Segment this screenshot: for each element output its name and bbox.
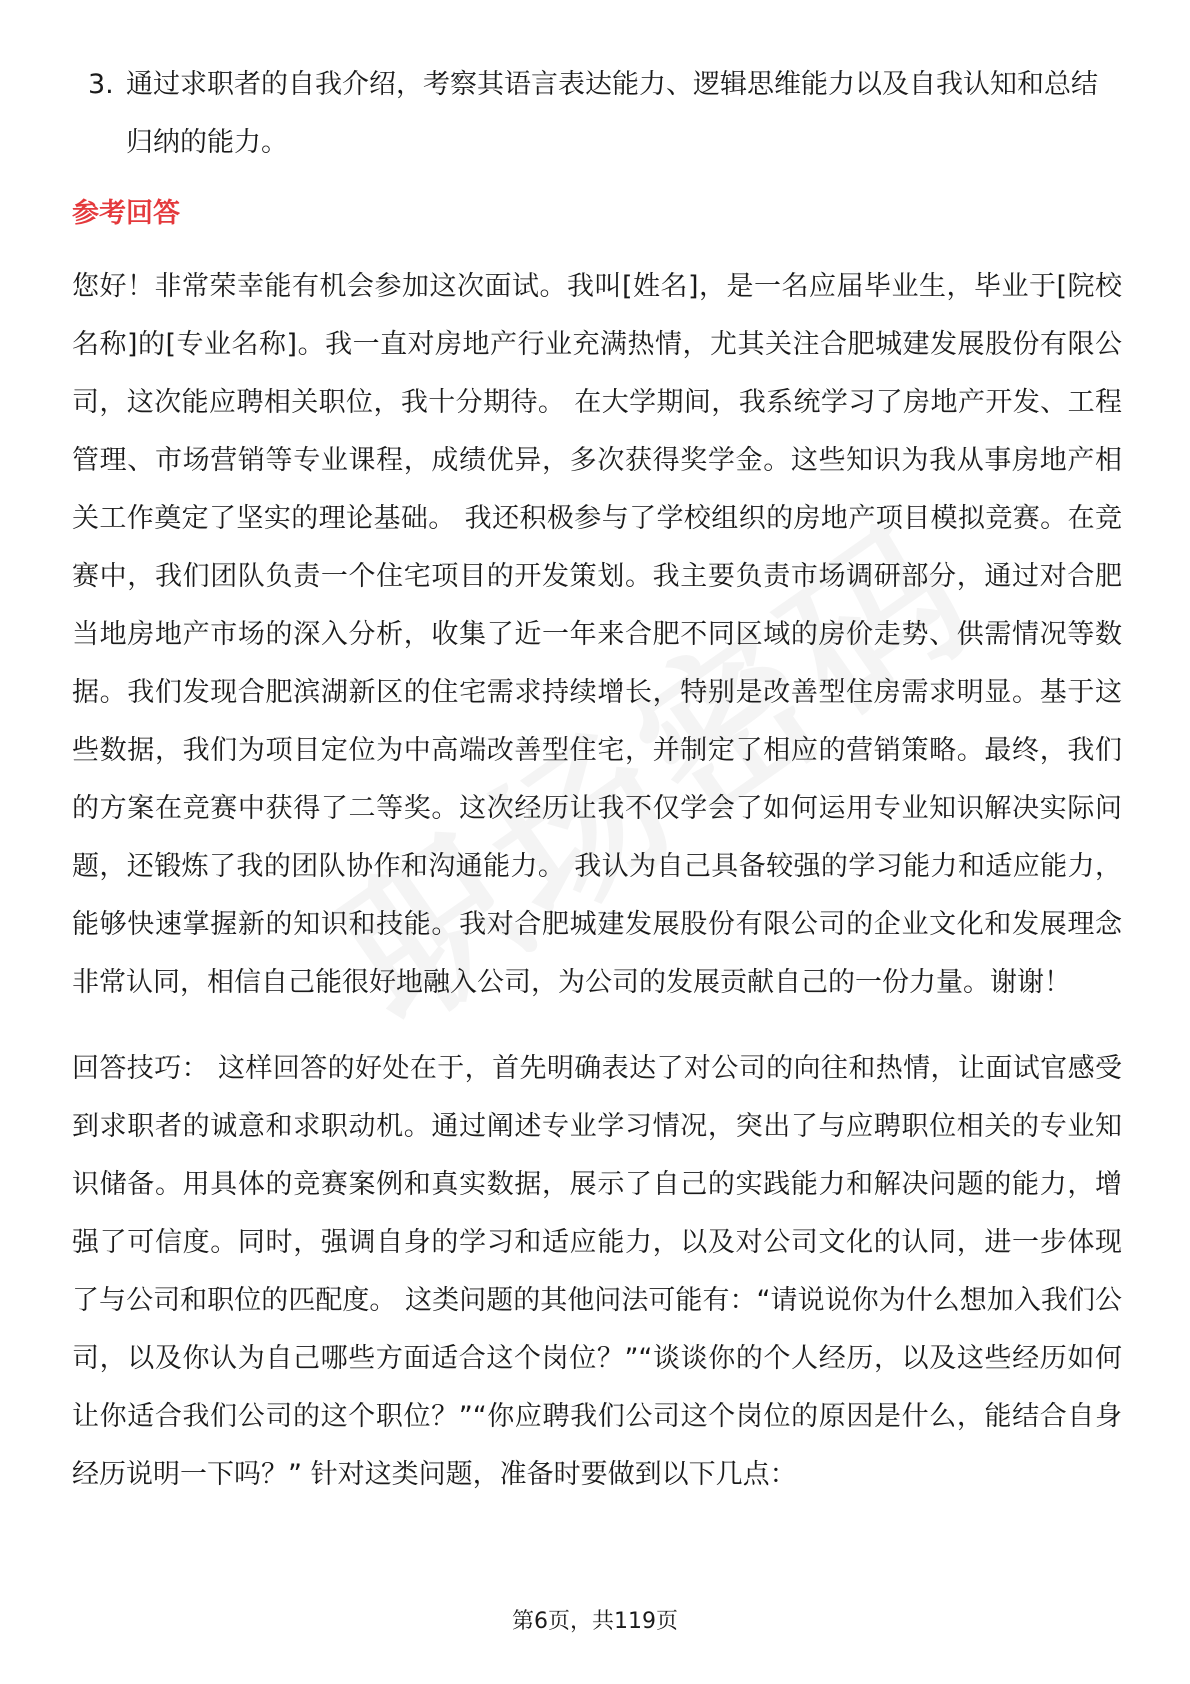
list-item	[72, 56, 1122, 172]
list-item-number: 3.	[88, 69, 114, 100]
list-item-text: 通过求职者的自我介绍，考察其语言表达能力、逻辑思维能力以及自我认知和总结归纳的能力。	[126, 69, 1098, 158]
page-footer: 第6页，共119页	[512, 1609, 678, 1634]
answer-paragraph: 您好！非常荣幸能有机会参加这次面试。我叫[姓名]，是一名应届毕业生，毕业于[院校名称]的[专业名称]。我一直对房地产行业充满热情，尤其关注合肥城建发展股份有限公司，这次能应聘相关职位，我十分期待。 在大学期间，我系统学习了房地产开发、工程管理、市场营销等专业课程，成绩优异，多次获得奖学金。这些知识为我从事房地产相关工作奠定了坚实的理论基础。 我还积极参与了学校组织的房地产项目模拟竞赛。在竞赛中，我们团队负责一个住宅项目的开发策划。我主要负责市场调研部分，通过对合肥当地房地产市场的深入分析，收集了近一年来合肥不同区域的房价走势、供需情况等数据。我们发现合肥滨湖新区的住宅需求持续增长，特别是改善型住房需求明显。基于这些数据，我们为项目定位为中高端改善型住宅，并制定了相应的营销策略。最终，我们的方案在竞赛中获得了二等奖。这次经历让我不仅学会了如何运用专业知识解决实际问题，还锻炼了我的团队协作和沟通能力。 我认为自己具备较强的学习能力和适应能力，能够快速掌握新的知识和技能。我对合肥城建发展股份有限公司的企业文化和发展理念非常认同，相信自己能很好地融入公司，为公司的发展贡献自己的一份力量。谢谢！	[72, 271, 1122, 998]
tips-paragraph: 回答技巧： 这样回答的好处在于，首先明确表达了对公司的向往和热情，让面试官感受到求职者的诚意和求职动机。通过阐述专业学习情况，突出了与应聘职位相关的专业知识储备。用具体的竞赛案例和真实数据，展示了自己的实践能力和解决问题的能力，增强了可信度。同时，强调自身的学习和适应能力，以及对公司文化的认同，进一步体现了与公司和职位的匹配度。 这类问题的其他问法可能有：“请说说你为什么想加入我们公司，以及你认为自己哪些方面适合这个岗位？”“谈谈你的个人经历，以及这些经历如何让你适合我们公司的这个职位？”“你应聘我们公司这个岗位的原因是什么，能结合自身经历说明一下吗？” 针对这类问题，准备时要做到以下几点：	[72, 1053, 1122, 1490]
section-heading: 参考回答	[72, 198, 180, 229]
document-page	[72, 56, 1122, 1532]
